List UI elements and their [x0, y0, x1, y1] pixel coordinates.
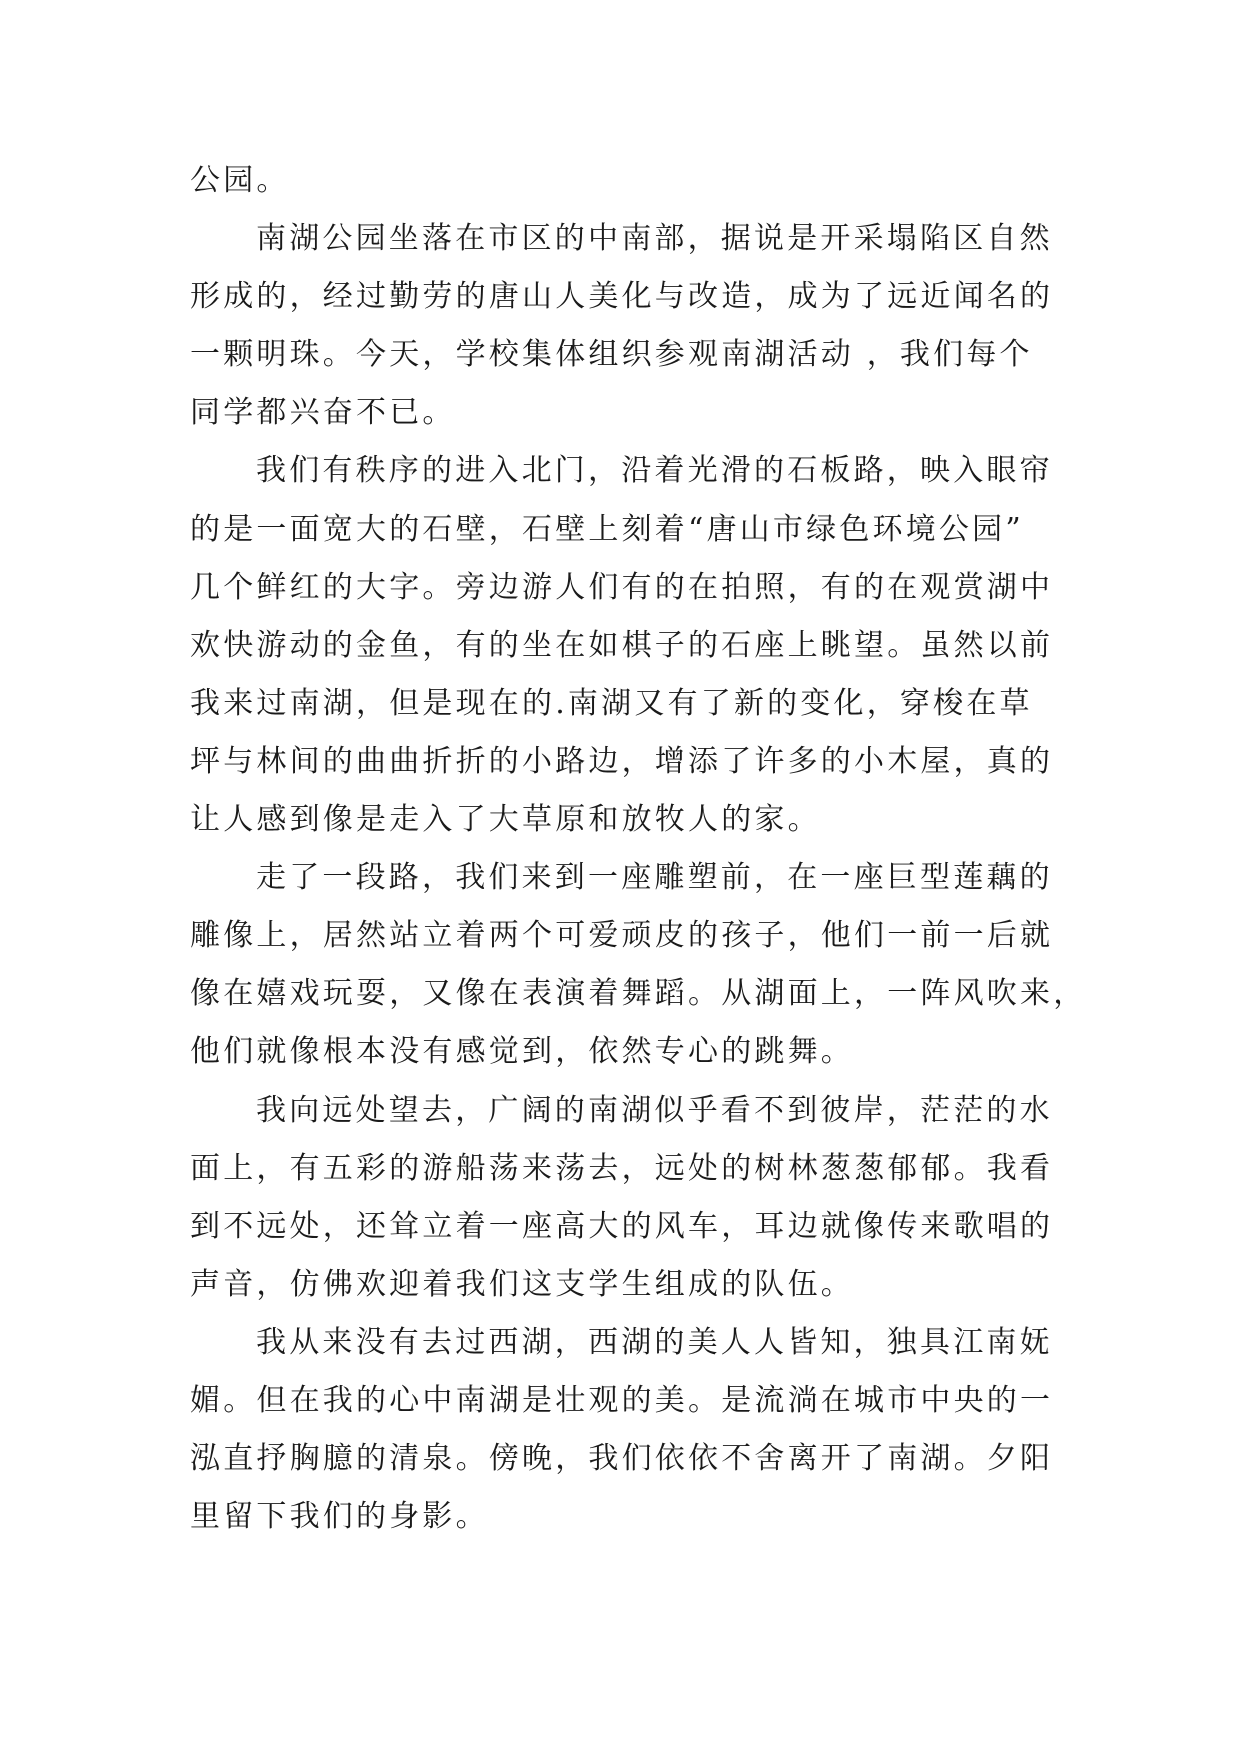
essay-body — [190, 152, 1087, 1546]
text-line: 南湖公园坐落在市区的中南部，据说是开采塌陷区自然 — [256, 221, 1053, 257]
text-line: 让人感到像是走入了大草原和放牧人的家。 — [190, 802, 821, 838]
text-line: 坪与林间的曲曲折折的小路边，增添了许多的小木屋，真的 — [190, 743, 1054, 779]
text-line: 泓直抒胸臆的清泉。傍晚，我们依依不舍离开了南湖。夕阳 — [190, 1441, 1054, 1477]
text-line: 几个鲜红的大字。旁边游人们有的在拍照，有的在观赏湖中 — [190, 569, 1054, 605]
text-line: 形成的，经过勤劳的唐山人美化与改造，成为了远近闻名的 — [190, 279, 1054, 315]
text-line: 到不远处，还耸立着一座高大的风车，耳边就像传来歌唱的 — [190, 1208, 1054, 1244]
text-line: 声音，仿佛欢迎着我们这支学生组成的队伍。 — [190, 1266, 854, 1302]
text-line: 我们有秩序的进入北门，沿着光滑的石板路，映入眼帘 — [256, 453, 1053, 489]
text-line: 我来过南湖，但是现在的.南湖又有了新的变化，穿梭在草 — [190, 685, 1033, 721]
text-line: 他们就像根本没有感觉到，依然专心的跳舞。 — [190, 1034, 854, 1070]
text-line: 里留下我们的身影。 — [190, 1499, 489, 1535]
text-line: 的是一面宽大的石壁，石壁上刻着“唐山市绿色环境公园” — [190, 511, 1024, 547]
text-line: 我向远处望去，广阔的南湖似乎看不到彼岸，茫茫的水 — [256, 1092, 1053, 1128]
text-line: 欢快游动的金鱼，有的坐在如棋子的石座上眺望。虽然以前 — [190, 627, 1054, 663]
text-line: 一颗明珠。今天，学校集体组织参观南湖活动 ，我们每个 — [190, 337, 1033, 373]
text-line: 雕像上，居然站立着两个可爱顽皮的孩子，他们一前一后就 — [190, 918, 1054, 954]
text-line: 走了一段路，我们来到一座雕塑前，在一座巨型莲藕的 — [256, 860, 1053, 896]
text-line: 像在嬉戏玩耍，又像在表演着舞蹈。从湖面上，一阵风吹来， — [190, 976, 1087, 1012]
text-line: 我从来没有去过西湖，西湖的美人人皆知，独具江南妩 — [256, 1324, 1053, 1360]
text-line: 公园。 — [190, 163, 290, 198]
text-line: 同学都兴奋不已。 — [190, 395, 456, 431]
text-line: 媚。但在我的心中南湖是壮观的美。是流淌在城市中央的一 — [190, 1382, 1054, 1418]
text-line: 面上，有五彩的游船荡来荡去，远处的树林葱葱郁郁。我看 — [190, 1150, 1054, 1186]
